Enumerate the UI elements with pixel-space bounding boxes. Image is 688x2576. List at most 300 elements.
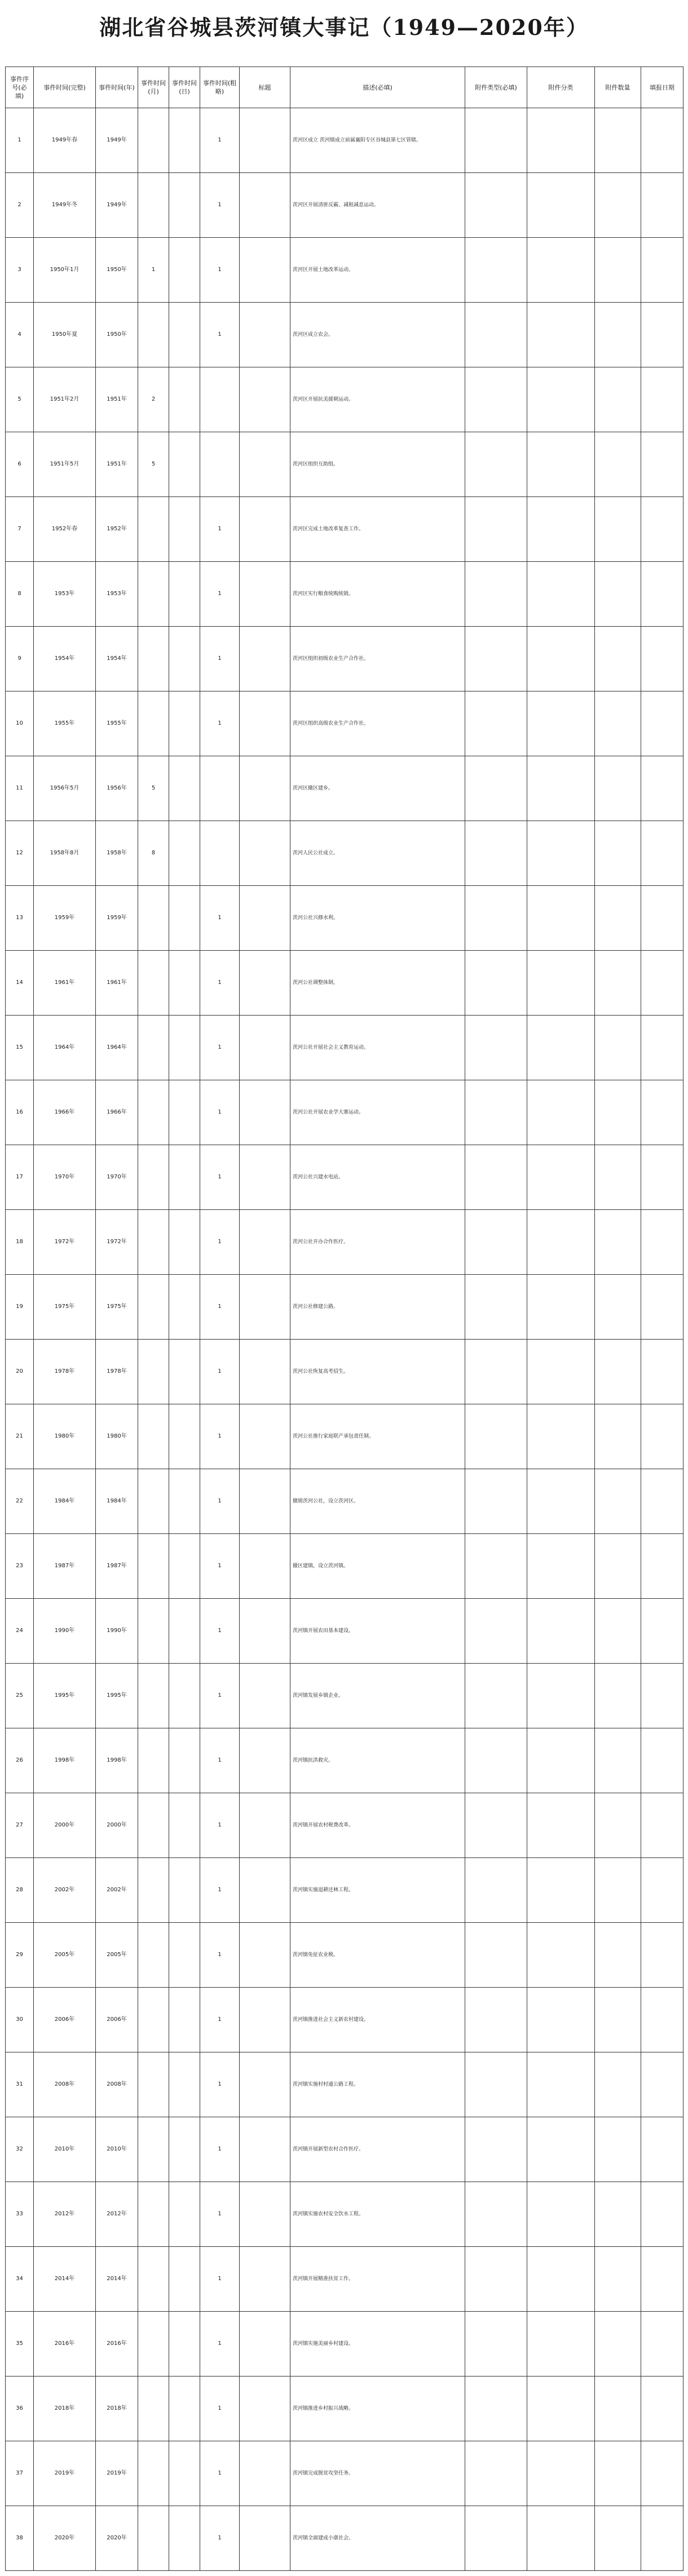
cell-attachment-category [527, 1858, 595, 1923]
cell-heading [240, 1145, 290, 1210]
cell-attachment-category [527, 886, 595, 951]
cell-rough: 1 [200, 1275, 240, 1340]
cell-report-date [641, 367, 683, 432]
cell-heading [240, 1016, 290, 1080]
cell-rough: 1 [200, 1404, 240, 1469]
cell-year: 1995年 [96, 1664, 138, 1728]
cell-attachment-category [527, 1080, 595, 1145]
cell-month [138, 1145, 169, 1210]
table-row [6, 367, 683, 432]
cell-year: 2018年 [96, 2377, 138, 2441]
cell-day [169, 1793, 200, 1858]
cell-description: 茨河镇推进社会主义新农村建设。 [290, 1988, 465, 2052]
cell-attachment-category [527, 1728, 595, 1793]
cell-day [169, 2052, 200, 2117]
cell-attachment-count [595, 756, 641, 821]
cell-attachment-count [595, 1340, 641, 1404]
cell-day [169, 1599, 200, 1664]
cell-attachment-count [595, 432, 641, 497]
cell-attachment-count [595, 886, 641, 951]
cell-seq: 15 [6, 1016, 34, 1080]
cell-day [169, 1664, 200, 1728]
cell-seq: 13 [6, 886, 34, 951]
table-row [6, 1210, 683, 1275]
cell-seq: 29 [6, 1923, 34, 1988]
cell-attachment-type [465, 2377, 527, 2441]
cell-report-date [641, 1080, 683, 1145]
cell-year: 1964年 [96, 1016, 138, 1080]
table-row [6, 1145, 683, 1210]
cell-rough: 1 [200, 1340, 240, 1404]
cell-rough [200, 367, 240, 432]
cell-rough: 1 [200, 951, 240, 1016]
cell-description: 茨河镇完成脱贫攻坚任务。 [290, 2441, 465, 2506]
cell-month: 2 [138, 367, 169, 432]
cell-attachment-count [595, 1275, 641, 1340]
cell-day [169, 821, 200, 886]
cell-month [138, 1988, 169, 2052]
cell-report-date [641, 173, 683, 238]
cell-seq: 38 [6, 2506, 34, 2571]
cell-attachment-category [527, 2441, 595, 2506]
cell-date: 2020年 [34, 2506, 96, 2571]
table-row [6, 627, 683, 691]
cell-heading [240, 108, 290, 173]
cell-rough: 1 [200, 2312, 240, 2377]
cell-day [169, 1210, 200, 1275]
cell-description: 茨河镇开展农村税费改革。 [290, 1793, 465, 1858]
cell-date: 2002年 [34, 1858, 96, 1923]
cell-attachment-type [465, 1275, 527, 1340]
cell-date: 1966年 [34, 1080, 96, 1145]
cell-attachment-category [527, 2506, 595, 2571]
cell-attachment-category [527, 1664, 595, 1728]
cell-year: 2005年 [96, 1923, 138, 1988]
cell-report-date [641, 562, 683, 627]
cell-heading [240, 2377, 290, 2441]
cell-date: 1980年 [34, 1404, 96, 1469]
cell-attachment-type [465, 1923, 527, 1988]
cell-date: 1961年 [34, 951, 96, 1016]
cell-month: 8 [138, 821, 169, 886]
col-header: 事件时间(粗略) [200, 67, 240, 108]
table-row [6, 1080, 683, 1145]
cell-attachment-type [465, 886, 527, 951]
cell-attachment-type [465, 108, 527, 173]
cell-heading [240, 2052, 290, 2117]
cell-attachment-type [465, 1210, 527, 1275]
cell-report-date [641, 1145, 683, 1210]
cell-rough: 1 [200, 1728, 240, 1793]
cell-date: 2005年 [34, 1923, 96, 1988]
cell-attachment-type [465, 756, 527, 821]
cell-seq: 14 [6, 951, 34, 1016]
cell-report-date [641, 1210, 683, 1275]
cell-attachment-type [465, 2117, 527, 2182]
cell-date: 1970年 [34, 1145, 96, 1210]
cell-day [169, 367, 200, 432]
cell-rough: 1 [200, 886, 240, 951]
cell-year: 2010年 [96, 2117, 138, 2182]
cell-description: 茨河区开展清匪反霸、减租减息运动。 [290, 173, 465, 238]
cell-year: 1949年 [96, 108, 138, 173]
cell-attachment-type [465, 1599, 527, 1664]
cell-date: 1951年2月 [34, 367, 96, 432]
cell-rough: 1 [200, 2182, 240, 2247]
cell-report-date [641, 951, 683, 1016]
cell-heading [240, 821, 290, 886]
cell-heading [240, 951, 290, 1016]
cell-day [169, 108, 200, 173]
cell-attachment-count [595, 691, 641, 756]
cell-seq: 4 [6, 303, 34, 367]
cell-year: 1955年 [96, 691, 138, 756]
cell-month [138, 951, 169, 1016]
cell-attachment-count [595, 1728, 641, 1793]
cell-description: 茨河区组织初级农业生产合作社。 [290, 627, 465, 691]
cell-heading [240, 886, 290, 951]
cell-seq: 25 [6, 1664, 34, 1728]
cell-rough: 1 [200, 1664, 240, 1728]
cell-rough: 1 [200, 2052, 240, 2117]
cell-heading [240, 1858, 290, 1923]
cell-attachment-type [465, 367, 527, 432]
cell-year: 1966年 [96, 1080, 138, 1145]
cell-year: 1984年 [96, 1469, 138, 1534]
cell-attachment-type [465, 1404, 527, 1469]
cell-attachment-category [527, 2312, 595, 2377]
cell-month [138, 497, 169, 562]
cell-attachment-category [527, 108, 595, 173]
cell-attachment-type [465, 2312, 527, 2377]
cell-attachment-type [465, 432, 527, 497]
cell-day [169, 1469, 200, 1534]
cell-month [138, 2247, 169, 2312]
cell-seq: 36 [6, 2377, 34, 2441]
cell-attachment-category [527, 2052, 595, 2117]
cell-attachment-count [595, 497, 641, 562]
table-row [6, 2377, 683, 2441]
cell-attachment-count [595, 1858, 641, 1923]
cell-month [138, 1793, 169, 1858]
cell-day [169, 756, 200, 821]
cell-rough: 1 [200, 2247, 240, 2312]
cell-date: 2006年 [34, 1988, 96, 2052]
cell-date: 2010年 [34, 2117, 96, 2182]
cell-attachment-type [465, 2182, 527, 2247]
cell-rough: 1 [200, 173, 240, 238]
cell-description: 茨河镇实施退耕还林工程。 [290, 1858, 465, 1923]
cell-seq: 10 [6, 691, 34, 756]
cell-month [138, 1599, 169, 1664]
cell-date: 1949年冬 [34, 173, 96, 238]
cell-attachment-category [527, 173, 595, 238]
cell-month [138, 303, 169, 367]
cell-month [138, 2441, 169, 2506]
cell-attachment-count [595, 1793, 641, 1858]
cell-rough: 1 [200, 1923, 240, 1988]
cell-attachment-type [465, 2441, 527, 2506]
table-row [6, 1404, 683, 1469]
cell-heading [240, 1599, 290, 1664]
table-row [6, 1923, 683, 1988]
cell-seq: 3 [6, 238, 34, 303]
cell-report-date [641, 1340, 683, 1404]
cell-heading [240, 1340, 290, 1404]
cell-heading [240, 691, 290, 756]
cell-day [169, 691, 200, 756]
cell-rough: 1 [200, 1599, 240, 1664]
cell-attachment-count [595, 2052, 641, 2117]
cell-report-date [641, 2117, 683, 2182]
cell-day [169, 238, 200, 303]
cell-seq: 33 [6, 2182, 34, 2247]
cell-report-date [641, 2182, 683, 2247]
cell-rough: 1 [200, 2506, 240, 2571]
cell-attachment-count [595, 2247, 641, 2312]
cell-attachment-count [595, 1016, 641, 1080]
cell-attachment-type [465, 562, 527, 627]
cell-attachment-category [527, 756, 595, 821]
cell-report-date [641, 2312, 683, 2377]
table-row [6, 497, 683, 562]
col-header: 描述(必填) [290, 67, 465, 108]
cell-heading [240, 497, 290, 562]
cell-attachment-category [527, 2182, 595, 2247]
table-row [6, 2506, 683, 2571]
cell-month: 5 [138, 432, 169, 497]
cell-rough: 1 [200, 691, 240, 756]
cell-heading [240, 238, 290, 303]
cell-month: 5 [138, 756, 169, 821]
cell-date: 1951年5月 [34, 432, 96, 497]
cell-seq: 17 [6, 1145, 34, 1210]
cell-day [169, 173, 200, 238]
cell-year: 2008年 [96, 2052, 138, 2117]
cell-attachment-category [527, 303, 595, 367]
cell-attachment-type [465, 1728, 527, 1793]
cell-year: 2000年 [96, 1793, 138, 1858]
cell-rough: 1 [200, 2441, 240, 2506]
cell-day [169, 1080, 200, 1145]
cell-attachment-type [465, 2506, 527, 2571]
cell-seq: 30 [6, 1988, 34, 2052]
cell-day [169, 1340, 200, 1404]
cell-attachment-count [595, 2182, 641, 2247]
cell-attachment-category [527, 367, 595, 432]
table-row [6, 1016, 683, 1080]
cell-description: 撤销茨河公社，设立茨河区。 [290, 1469, 465, 1534]
cell-description: 撤区建镇，设立茨河镇。 [290, 1534, 465, 1599]
cell-year: 1975年 [96, 1275, 138, 1340]
cell-attachment-category [527, 1016, 595, 1080]
cell-report-date [641, 1728, 683, 1793]
cell-month [138, 627, 169, 691]
cell-heading [240, 1210, 290, 1275]
cell-report-date [641, 497, 683, 562]
cell-attachment-count [595, 821, 641, 886]
cell-attachment-category [527, 1599, 595, 1664]
table-row [6, 173, 683, 238]
cell-month [138, 1728, 169, 1793]
cell-attachment-count [595, 173, 641, 238]
cell-seq: 11 [6, 756, 34, 821]
cell-year: 1951年 [96, 432, 138, 497]
cell-heading [240, 1469, 290, 1534]
cell-date: 2016年 [34, 2312, 96, 2377]
cell-attachment-type [465, 951, 527, 1016]
cell-seq: 37 [6, 2441, 34, 2506]
cell-date: 1950年1月 [34, 238, 96, 303]
cell-date: 1998年 [34, 1728, 96, 1793]
table-row [6, 1275, 683, 1340]
cell-year: 1950年 [96, 238, 138, 303]
cell-date: 1950年夏 [34, 303, 96, 367]
cell-date: 1955年 [34, 691, 96, 756]
cell-attachment-count [595, 951, 641, 1016]
cell-description: 茨河公社兴建水电站。 [290, 1145, 465, 1210]
cell-seq: 5 [6, 367, 34, 432]
cell-day [169, 1534, 200, 1599]
cell-rough: 1 [200, 1016, 240, 1080]
cell-attachment-category [527, 1793, 595, 1858]
cell-attachment-category [527, 821, 595, 886]
cell-report-date [641, 886, 683, 951]
col-header: 事件序号(必填) [6, 67, 34, 108]
cell-heading [240, 1080, 290, 1145]
cell-attachment-type [465, 238, 527, 303]
cell-day [169, 562, 200, 627]
cell-month [138, 2182, 169, 2247]
cell-year: 1959年 [96, 886, 138, 951]
cell-attachment-count [595, 1988, 641, 2052]
cell-attachment-type [465, 1145, 527, 1210]
cell-attachment-category [527, 1145, 595, 1210]
cell-date: 1978年 [34, 1340, 96, 1404]
cell-seq: 2 [6, 173, 34, 238]
cell-heading [240, 1534, 290, 1599]
cell-attachment-category [527, 432, 595, 497]
cell-attachment-count [595, 1599, 641, 1664]
cell-description: 茨河区实行粮食统购统销。 [290, 562, 465, 627]
cell-attachment-count [595, 2377, 641, 2441]
cell-day [169, 951, 200, 1016]
cell-day [169, 1404, 200, 1469]
cell-year: 2002年 [96, 1858, 138, 1923]
table-row [6, 1340, 683, 1404]
cell-description: 茨河镇实施农村安全饮水工程。 [290, 2182, 465, 2247]
table-row [6, 2312, 683, 2377]
cell-seq: 18 [6, 1210, 34, 1275]
cell-seq: 32 [6, 2117, 34, 2182]
cell-month [138, 1923, 169, 1988]
cell-seq: 1 [6, 108, 34, 173]
cell-description: 茨河镇实施村村通公路工程。 [290, 2052, 465, 2117]
cell-rough: 1 [200, 1210, 240, 1275]
cell-description: 茨河镇开展新型农村合作医疗。 [290, 2117, 465, 2182]
cell-report-date [641, 1534, 683, 1599]
cell-date: 2019年 [34, 2441, 96, 2506]
cell-month [138, 2052, 169, 2117]
cell-attachment-type [465, 1793, 527, 1858]
cell-description: 茨河区开展土地改革运动。 [290, 238, 465, 303]
cell-description: 茨河公社调整体制。 [290, 951, 465, 1016]
cell-seq: 9 [6, 627, 34, 691]
cell-attachment-category [527, 1923, 595, 1988]
cell-seq: 23 [6, 1534, 34, 1599]
cell-attachment-type [465, 2052, 527, 2117]
cell-year: 1950年 [96, 303, 138, 367]
cell-rough: 1 [200, 1534, 240, 1599]
cell-heading [240, 562, 290, 627]
cell-date: 1975年 [34, 1275, 96, 1340]
cell-year: 1953年 [96, 562, 138, 627]
cell-attachment-category [527, 1340, 595, 1404]
col-header: 附件数量 [595, 67, 641, 108]
cell-seq: 21 [6, 1404, 34, 1469]
cell-month [138, 2506, 169, 2571]
cell-year: 1951年 [96, 367, 138, 432]
table-row [6, 1858, 683, 1923]
cell-rough: 1 [200, 2377, 240, 2441]
cell-attachment-category [527, 2377, 595, 2441]
cell-year: 1961年 [96, 951, 138, 1016]
cell-seq: 22 [6, 1469, 34, 1534]
cell-attachment-count [595, 1404, 641, 1469]
cell-rough: 1 [200, 1793, 240, 1858]
cell-attachment-category [527, 1275, 595, 1340]
cell-day [169, 2182, 200, 2247]
cell-date: 1990年 [34, 1599, 96, 1664]
cell-report-date [641, 303, 683, 367]
cell-report-date [641, 2506, 683, 2571]
cell-day [169, 2117, 200, 2182]
cell-description: 茨河区开展抗美援朝运动。 [290, 367, 465, 432]
cell-attachment-count [595, 1534, 641, 1599]
cell-month [138, 1016, 169, 1080]
cell-seq: 28 [6, 1858, 34, 1923]
table-row [6, 2052, 683, 2117]
table-row [6, 2441, 683, 2506]
cell-heading [240, 1793, 290, 1858]
cell-day [169, 1923, 200, 1988]
cell-month: 1 [138, 238, 169, 303]
cell-attachment-category [527, 951, 595, 1016]
col-header: 事件时间(年) [96, 67, 138, 108]
cell-month [138, 1858, 169, 1923]
cell-description: 茨河人民公社成立。 [290, 821, 465, 886]
cell-report-date [641, 756, 683, 821]
cell-heading [240, 303, 290, 367]
cell-attachment-category [527, 1469, 595, 1534]
cell-report-date [641, 691, 683, 756]
cell-date: 1972年 [34, 1210, 96, 1275]
cell-seq: 16 [6, 1080, 34, 1145]
cell-seq: 19 [6, 1275, 34, 1340]
cell-attachment-count [595, 1145, 641, 1210]
cell-attachment-category [527, 2247, 595, 2312]
table-header-row [6, 67, 683, 108]
cell-heading [240, 1988, 290, 2052]
cell-attachment-count [595, 1469, 641, 1534]
cell-seq: 35 [6, 2312, 34, 2377]
cell-heading [240, 2506, 290, 2571]
cell-day [169, 627, 200, 691]
cell-year: 1998年 [96, 1728, 138, 1793]
table-row [6, 432, 683, 497]
cell-report-date [641, 1858, 683, 1923]
cell-attachment-type [465, 1534, 527, 1599]
